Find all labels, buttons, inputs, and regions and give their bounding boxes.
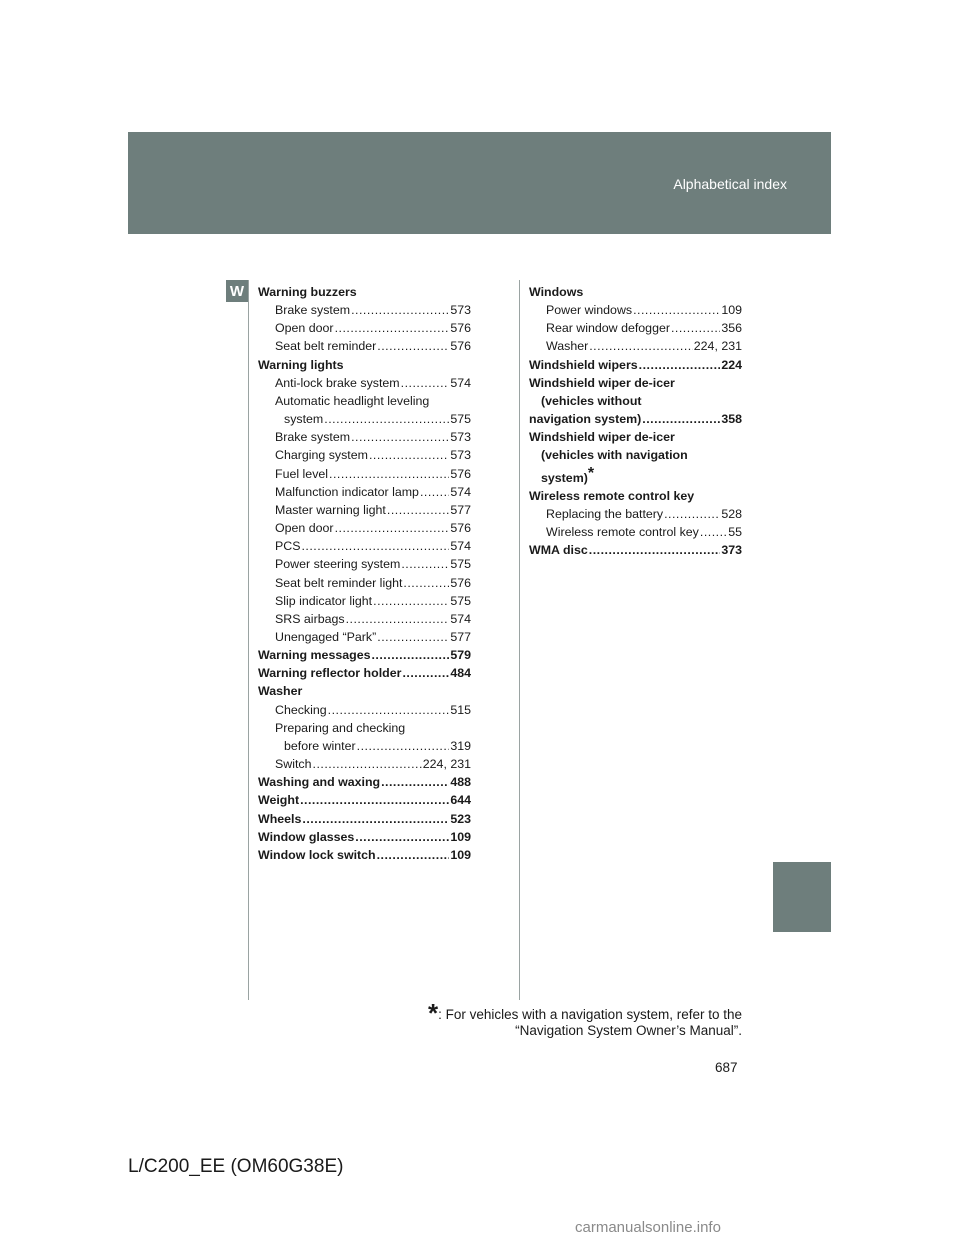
index-heading — [529, 446, 742, 464]
index-entry — [258, 301, 471, 319]
leader-dots — [357, 737, 450, 755]
entry-page: 109 — [450, 847, 471, 862]
index-entry — [529, 301, 742, 319]
leader-dots — [402, 664, 449, 682]
index-entry — [258, 791, 471, 809]
index-entry — [258, 555, 471, 573]
index-entry — [258, 446, 471, 464]
leader-dots — [642, 410, 720, 428]
entry-label: before winter — [284, 738, 356, 753]
entry-page: 224, 231 — [693, 339, 742, 354]
leader-dots — [301, 537, 449, 555]
entry-label: WMA disc — [529, 543, 588, 558]
index-entry — [258, 737, 471, 755]
leader-dots — [403, 574, 449, 592]
entry-page: 577 — [450, 502, 471, 517]
leader-dots — [401, 374, 450, 392]
leader-dots — [328, 701, 450, 719]
leader-dots — [633, 301, 720, 319]
entry-label: Washing and waxing — [258, 775, 381, 790]
leader-dots — [377, 337, 449, 355]
index-entry — [258, 646, 471, 664]
entry-page: 576 — [450, 321, 471, 336]
heading-label: system) — [541, 470, 588, 485]
entry-page: 573 — [450, 303, 471, 318]
entry-label: Unengaged “Park” — [275, 629, 377, 644]
entry-label: Washer — [546, 339, 589, 354]
entry-label: navigation system) — [529, 412, 642, 427]
index-column-left — [258, 283, 471, 864]
entry-label: Window lock switch — [258, 847, 376, 862]
entry-page: 574 — [450, 375, 471, 390]
entry-label: Brake system — [275, 303, 351, 318]
entry-page: 574 — [450, 539, 471, 554]
document-code: L/C200_EE (OM60G38E) — [128, 1156, 344, 1177]
index-heading — [529, 374, 742, 392]
entry-label: Open door — [275, 321, 334, 336]
watermark: carmanualsonline.info — [575, 1219, 721, 1236]
index-entry — [258, 574, 471, 592]
entry-page: 224 — [721, 357, 742, 372]
entry-page: 574 — [450, 611, 471, 626]
entry-label: Anti-lock brake system — [275, 375, 400, 390]
entry-page: 576 — [450, 575, 471, 590]
index-entry — [258, 537, 471, 555]
entry-label: Wireless remote control key — [546, 525, 699, 540]
heading-label: Windshield wiper de-icer — [529, 375, 675, 390]
index-entry — [258, 701, 471, 719]
entry-label: system — [284, 412, 324, 427]
entry-page: 576 — [450, 339, 471, 354]
index-entry — [258, 628, 471, 646]
leader-dots — [377, 628, 449, 646]
entry-label: Master warning light — [275, 502, 386, 517]
entry-label: Switch — [275, 757, 312, 772]
index-entry — [258, 337, 471, 355]
leader-dots — [351, 301, 449, 319]
index-entry — [258, 519, 471, 537]
index-heading — [258, 356, 471, 374]
leader-dots — [313, 755, 422, 773]
entry-page: 224, 231 — [422, 757, 471, 772]
entry-label: Malfunction indicator lamp — [275, 484, 419, 499]
entry-label: Replacing the battery — [546, 506, 664, 521]
entry-page: 577 — [450, 629, 471, 644]
entry-page: 576 — [450, 521, 471, 536]
page-number: 687 — [715, 1060, 738, 1075]
leader-dots — [589, 541, 721, 559]
index-entry — [258, 755, 471, 773]
entry-label: Open door — [275, 521, 334, 536]
leader-dots — [387, 501, 449, 519]
entry-page: 573 — [450, 430, 471, 445]
index-heading — [529, 392, 742, 410]
leader-dots — [664, 505, 720, 523]
entry-page: 575 — [450, 593, 471, 608]
index-entry — [529, 356, 742, 374]
index-entry — [258, 846, 471, 864]
index-entry — [258, 465, 471, 483]
index-heading — [258, 283, 471, 301]
leader-dots — [639, 356, 721, 374]
index-entry — [258, 610, 471, 628]
index-entry — [258, 664, 471, 682]
footnote-line-2: “Navigation System Owner’s Manual”. — [515, 1023, 742, 1038]
leader-dots — [373, 592, 449, 610]
entry-label: SRS airbags — [275, 611, 345, 626]
entry-page: 319 — [450, 738, 471, 753]
entry-page: 575 — [450, 557, 471, 572]
entry-label: Fuel level — [275, 466, 329, 481]
index-letter-badge: W — [226, 280, 248, 302]
index-entry — [258, 773, 471, 791]
index-entry — [529, 541, 742, 559]
chapter-tab — [773, 862, 831, 932]
footnote-star: * — [427, 998, 439, 1028]
index-entry — [258, 428, 471, 446]
entry-label: Brake system — [275, 430, 351, 445]
leader-dots — [401, 555, 449, 573]
index-entry — [258, 483, 471, 501]
entry-page: 109 — [721, 303, 742, 318]
leader-dots — [335, 519, 450, 537]
leader-dots — [335, 319, 450, 337]
entry-label: PCS — [275, 539, 301, 554]
index-heading — [258, 719, 471, 737]
index-entry — [258, 810, 471, 828]
index-heading — [529, 428, 742, 446]
entry-label: Wheels — [258, 811, 302, 826]
entry-page: 644 — [450, 793, 471, 808]
entry-label: Window glasses — [258, 829, 355, 844]
heading-label: (vehicles without — [541, 393, 642, 408]
entry-page: 488 — [450, 775, 471, 790]
entry-page: 523 — [450, 811, 471, 826]
heading-label: Automatic headlight leveling — [275, 393, 430, 408]
leader-dots — [371, 646, 449, 664]
index-entry — [258, 501, 471, 519]
leader-dots — [377, 846, 450, 864]
index-entry — [258, 828, 471, 846]
footnote — [427, 998, 742, 1039]
entry-label: Slip indicator light — [275, 593, 373, 608]
heading-label: Windows — [529, 285, 584, 299]
index-column-right — [529, 283, 742, 559]
index-heading — [258, 682, 471, 700]
entry-label: Power steering system — [275, 557, 401, 572]
footnote-marker: * — [587, 464, 595, 482]
entry-page: 576 — [450, 466, 471, 481]
entry-label: Windshield wipers — [529, 357, 638, 372]
index-entry — [529, 523, 742, 541]
entry-label: Seat belt reminder — [275, 339, 377, 354]
entry-page: 358 — [721, 412, 742, 427]
left-divider — [248, 280, 249, 1000]
footnote-line-1: : For vehicles with a navigation system, refer to the — [438, 1007, 742, 1022]
leader-dots — [369, 446, 449, 464]
leader-dots — [346, 610, 450, 628]
index-heading — [529, 465, 742, 487]
leader-dots — [324, 410, 449, 428]
index-entry — [529, 337, 742, 355]
leader-dots — [589, 337, 693, 355]
entry-label: Checking — [275, 702, 327, 717]
index-entry — [258, 374, 471, 392]
heading-label: Warning buzzers — [258, 285, 357, 299]
leader-dots — [355, 828, 449, 846]
entry-page: 356 — [721, 321, 742, 336]
leader-dots — [671, 319, 720, 337]
leader-dots — [420, 483, 449, 501]
entry-page: 484 — [450, 666, 471, 681]
heading-label: Warning lights — [258, 357, 344, 372]
entry-label: Seat belt reminder light — [275, 575, 403, 590]
header-band — [128, 132, 831, 234]
heading-label: Wireless remote control key — [529, 488, 695, 503]
entry-page: 574 — [450, 484, 471, 499]
index-entry — [529, 505, 742, 523]
index-entry — [529, 410, 742, 428]
index-entry — [529, 319, 742, 337]
index-entry — [258, 319, 471, 337]
heading-label: Preparing and checking — [275, 720, 406, 735]
index-heading — [529, 487, 742, 505]
section-title: Alphabetical index — [673, 176, 787, 192]
entry-page: 579 — [450, 648, 471, 663]
index-heading — [529, 283, 742, 301]
leader-dots — [351, 428, 449, 446]
leader-dots — [381, 773, 449, 791]
leader-dots — [300, 791, 449, 809]
index-heading — [258, 392, 471, 410]
middle-divider — [519, 280, 520, 1000]
entry-label: Charging system — [275, 448, 368, 463]
entry-page: 515 — [450, 702, 471, 717]
heading-label: (vehicles with navigation — [541, 448, 688, 463]
entry-page: 528 — [721, 506, 742, 521]
entry-label: Power windows — [546, 303, 633, 318]
entry-label: Warning messages — [258, 648, 371, 663]
entry-label: Weight — [258, 793, 300, 808]
leader-dots — [329, 465, 449, 483]
entry-label: Warning reflector holder — [258, 666, 402, 681]
entry-page: 109 — [450, 829, 471, 844]
entry-page: 373 — [721, 543, 742, 558]
leader-dots — [302, 810, 449, 828]
entry-label: Rear window defogger — [546, 321, 670, 336]
entry-page: 55 — [728, 525, 742, 540]
index-entry — [258, 410, 471, 428]
entry-page: 573 — [450, 448, 471, 463]
heading-label: Washer — [258, 684, 303, 699]
leader-dots — [700, 523, 727, 541]
heading-label: Windshield wiper de-icer — [529, 430, 675, 445]
entry-page: 575 — [450, 412, 471, 427]
index-entry — [258, 592, 471, 610]
